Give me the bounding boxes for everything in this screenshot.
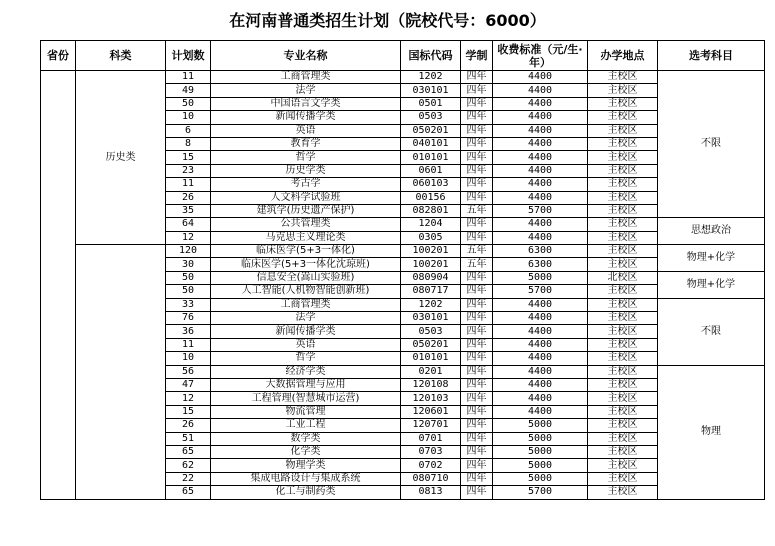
plan-count-cell: 47: [166, 378, 211, 391]
plan-count-cell: 50: [166, 271, 211, 284]
duration-cell: 四年: [461, 312, 493, 325]
plan-count-cell: 6: [166, 124, 211, 137]
plan-count-cell: 50: [166, 97, 211, 110]
plan-count-cell: 65: [166, 445, 211, 458]
major-code-cell: 120108: [401, 378, 461, 391]
major-code-cell: 050201: [401, 124, 461, 137]
duration-cell: 四年: [461, 445, 493, 458]
duration-cell: 四年: [461, 378, 493, 391]
major-name-cell: 工业工程: [211, 419, 401, 432]
major-name-cell: 物流管理: [211, 405, 401, 418]
fee-cell: 4400: [493, 352, 588, 365]
province-cell: [41, 71, 76, 500]
fee-cell: 4400: [493, 84, 588, 97]
major-code-cell: 0201: [401, 365, 461, 378]
plan-count-cell: 15: [166, 151, 211, 164]
fee-cell: 4400: [493, 231, 588, 244]
duration-cell: 四年: [461, 486, 493, 499]
fee-cell: 4400: [493, 325, 588, 338]
table-row: [41, 245, 765, 258]
major-code-cell: 1204: [401, 218, 461, 231]
fee-cell: 5700: [493, 204, 588, 217]
duration-cell: 五年: [461, 258, 493, 271]
header-subjects: 选考科目: [658, 41, 765, 71]
fee-cell: 4400: [493, 218, 588, 231]
fee-cell: 5000: [493, 271, 588, 284]
major-code-cell: 010101: [401, 151, 461, 164]
major-code-cell: 120601: [401, 405, 461, 418]
major-name-cell: 马克思主义理论类: [211, 231, 401, 244]
campus-cell: 主校区: [588, 378, 658, 391]
duration-cell: 四年: [461, 285, 493, 298]
campus-cell: 主校区: [588, 124, 658, 137]
plan-count-cell: 49: [166, 84, 211, 97]
header-duration: 学制: [461, 41, 493, 71]
major-name-cell: 人文科学试验班: [211, 191, 401, 204]
plan-count-cell: 56: [166, 365, 211, 378]
major-code-cell: 00156: [401, 191, 461, 204]
duration-cell: 四年: [461, 178, 493, 191]
campus-cell: 主校区: [588, 191, 658, 204]
plan-count-cell: 11: [166, 338, 211, 351]
duration-cell: 四年: [461, 111, 493, 124]
campus-cell: 主校区: [588, 459, 658, 472]
major-name-cell: 化工与制药类: [211, 486, 401, 499]
plan-count-cell: 26: [166, 191, 211, 204]
major-name-cell: 公共管理类: [211, 218, 401, 231]
major-name-cell: 新闻传播学类: [211, 325, 401, 338]
category-history-cell: 历史类: [76, 71, 166, 245]
duration-cell: 五年: [461, 245, 493, 258]
header-province: 省份: [41, 41, 76, 71]
campus-cell: 主校区: [588, 231, 658, 244]
campus-cell: 主校区: [588, 338, 658, 351]
duration-cell: 四年: [461, 432, 493, 445]
plan-count-cell: 50: [166, 285, 211, 298]
campus-cell: 主校区: [588, 218, 658, 231]
campus-cell: 主校区: [588, 204, 658, 217]
fee-cell: 5700: [493, 486, 588, 499]
major-code-cell: 080717: [401, 285, 461, 298]
fee-cell: 4400: [493, 137, 588, 150]
fee-cell: 4400: [493, 392, 588, 405]
major-name-cell: 历史学类: [211, 164, 401, 177]
major-name-cell: 化学类: [211, 445, 401, 458]
major-code-cell: 082801: [401, 204, 461, 217]
plan-count-cell: 35: [166, 204, 211, 217]
major-code-cell: 060103: [401, 178, 461, 191]
fee-cell: 4400: [493, 298, 588, 311]
major-name-cell: 集成电路设计与集成系统: [211, 472, 401, 485]
subject-requirement-cell: 思想政治: [658, 218, 765, 245]
plan-count-cell: 12: [166, 231, 211, 244]
major-name-cell: 临床医学(5+3一体化): [211, 245, 401, 258]
fee-cell: 4400: [493, 191, 588, 204]
header-major: 专业名称: [211, 41, 401, 71]
major-code-cell: 120103: [401, 392, 461, 405]
major-name-cell: 新闻传播学类: [211, 111, 401, 124]
enrollment-plan-table: [40, 40, 765, 500]
major-name-cell: 英语: [211, 124, 401, 137]
campus-cell: 主校区: [588, 312, 658, 325]
plan-count-cell: 76: [166, 312, 211, 325]
major-code-cell: 030101: [401, 312, 461, 325]
plan-count-cell: 11: [166, 71, 211, 84]
plan-count-cell: 12: [166, 392, 211, 405]
duration-cell: 四年: [461, 352, 493, 365]
duration-cell: 四年: [461, 338, 493, 351]
duration-cell: 四年: [461, 459, 493, 472]
plan-count-cell: 51: [166, 432, 211, 445]
major-name-cell: 经济学类: [211, 365, 401, 378]
duration-cell: 五年: [461, 204, 493, 217]
duration-cell: 四年: [461, 97, 493, 110]
fee-cell: 4400: [493, 378, 588, 391]
campus-cell: 主校区: [588, 405, 658, 418]
subject-requirement-cell: 物理+化学: [658, 271, 765, 298]
duration-cell: 四年: [461, 191, 493, 204]
plan-count-cell: 22: [166, 472, 211, 485]
plan-count-cell: 64: [166, 218, 211, 231]
campus-cell: 主校区: [588, 486, 658, 499]
campus-cell: 主校区: [588, 97, 658, 110]
campus-cell: 主校区: [588, 445, 658, 458]
campus-cell: 主校区: [588, 151, 658, 164]
fee-cell: 6300: [493, 245, 588, 258]
plan-count-cell: 10: [166, 352, 211, 365]
major-name-cell: 工程管理(智慧城市运营): [211, 392, 401, 405]
fee-cell: 4400: [493, 338, 588, 351]
plan-count-cell: 15: [166, 405, 211, 418]
campus-cell: 主校区: [588, 137, 658, 150]
campus-cell: 主校区: [588, 111, 658, 124]
major-code-cell: 030101: [401, 84, 461, 97]
major-name-cell: 人工智能(人机物智能创新班): [211, 285, 401, 298]
subject-requirement-cell: 物理: [658, 365, 765, 499]
duration-cell: 四年: [461, 137, 493, 150]
plan-count-cell: 120: [166, 245, 211, 258]
major-name-cell: 建筑学(历史遗产保护): [211, 204, 401, 217]
major-code-cell: 0701: [401, 432, 461, 445]
major-code-cell: 050201: [401, 338, 461, 351]
plan-count-cell: 65: [166, 486, 211, 499]
table-body: [41, 71, 765, 500]
campus-cell: 主校区: [588, 325, 658, 338]
fee-cell: 5700: [493, 285, 588, 298]
major-name-cell: 数学类: [211, 432, 401, 445]
major-name-cell: 英语: [211, 338, 401, 351]
fee-cell: 4400: [493, 111, 588, 124]
major-code-cell: 0503: [401, 325, 461, 338]
plan-count-cell: 36: [166, 325, 211, 338]
subject-requirement-cell: 不限: [658, 71, 765, 218]
fee-cell: 4400: [493, 178, 588, 191]
duration-cell: 四年: [461, 392, 493, 405]
plan-count-cell: 23: [166, 164, 211, 177]
header-code: 国标代码: [401, 41, 461, 71]
duration-cell: 四年: [461, 124, 493, 137]
major-code-cell: 0703: [401, 445, 461, 458]
plan-count-cell: 33: [166, 298, 211, 311]
major-name-cell: 中国语言文学类: [211, 97, 401, 110]
duration-cell: 四年: [461, 325, 493, 338]
major-name-cell: 法学: [211, 312, 401, 325]
duration-cell: 四年: [461, 164, 493, 177]
campus-cell: 主校区: [588, 164, 658, 177]
plan-count-cell: 10: [166, 111, 211, 124]
fee-cell: 4400: [493, 312, 588, 325]
campus-cell: 主校区: [588, 258, 658, 271]
table-row: [41, 71, 765, 84]
duration-cell: 四年: [461, 298, 493, 311]
duration-cell: 四年: [461, 472, 493, 485]
major-name-cell: 信息安全(嵩山实验班): [211, 271, 401, 284]
major-code-cell: 1202: [401, 298, 461, 311]
header-category: 科类: [76, 41, 166, 71]
subject-requirement-cell: 不限: [658, 298, 765, 365]
duration-cell: 四年: [461, 71, 493, 84]
fee-cell: 4400: [493, 124, 588, 137]
campus-cell: 主校区: [588, 178, 658, 191]
duration-cell: 四年: [461, 405, 493, 418]
header-row: [41, 41, 765, 71]
campus-cell: 主校区: [588, 365, 658, 378]
duration-cell: 四年: [461, 151, 493, 164]
duration-cell: 四年: [461, 231, 493, 244]
subject-requirement-cell: 物理+化学: [658, 245, 765, 272]
major-code-cell: 080904: [401, 271, 461, 284]
fee-cell: 5000: [493, 432, 588, 445]
major-name-cell: 哲学: [211, 151, 401, 164]
fee-cell: 5000: [493, 445, 588, 458]
fee-cell: 4400: [493, 164, 588, 177]
campus-cell: 北校区: [588, 271, 658, 284]
duration-cell: 四年: [461, 84, 493, 97]
fee-cell: 5000: [493, 459, 588, 472]
duration-cell: 四年: [461, 419, 493, 432]
campus-cell: 主校区: [588, 298, 658, 311]
major-name-cell: 考古学: [211, 178, 401, 191]
major-name-cell: 法学: [211, 84, 401, 97]
campus-cell: 主校区: [588, 352, 658, 365]
major-code-cell: 1202: [401, 71, 461, 84]
major-code-cell: 100201: [401, 245, 461, 258]
major-code-cell: 0305: [401, 231, 461, 244]
plan-count-cell: 26: [166, 419, 211, 432]
header-fee: 收费标准（元/生·年）: [493, 41, 588, 71]
major-code-cell: 0501: [401, 97, 461, 110]
major-code-cell: 0813: [401, 486, 461, 499]
major-name-cell: 临床医学(5+3一体化沈琼班): [211, 258, 401, 271]
fee-cell: 5000: [493, 472, 588, 485]
category-physics-cell: [76, 245, 166, 499]
major-code-cell: 040101: [401, 137, 461, 150]
major-name-cell: 教育学: [211, 137, 401, 150]
major-code-cell: 120701: [401, 419, 461, 432]
major-name-cell: 物理学类: [211, 459, 401, 472]
fee-cell: 5000: [493, 419, 588, 432]
campus-cell: 主校区: [588, 472, 658, 485]
major-code-cell: 0601: [401, 164, 461, 177]
campus-cell: 主校区: [588, 419, 658, 432]
plan-count-cell: 8: [166, 137, 211, 150]
campus-cell: 主校区: [588, 392, 658, 405]
duration-cell: 四年: [461, 365, 493, 378]
fee-cell: 4400: [493, 97, 588, 110]
fee-cell: 4400: [493, 405, 588, 418]
campus-cell: 主校区: [588, 285, 658, 298]
campus-cell: 主校区: [588, 432, 658, 445]
major-name-cell: 工商管理类: [211, 71, 401, 84]
plan-count-cell: 11: [166, 178, 211, 191]
major-name-cell: 哲学: [211, 352, 401, 365]
campus-cell: 主校区: [588, 84, 658, 97]
fee-cell: 6300: [493, 258, 588, 271]
major-name-cell: 大数据管理与应用: [211, 378, 401, 391]
page-title: 在河南普通类招生计划（院校代号：6000）: [229, 11, 546, 30]
major-name-cell: 工商管理类: [211, 298, 401, 311]
major-code-cell: 0702: [401, 459, 461, 472]
header-plan-count: 计划数: [166, 41, 211, 71]
plan-count-cell: 62: [166, 459, 211, 472]
fee-cell: 4400: [493, 365, 588, 378]
major-code-cell: 100201: [401, 258, 461, 271]
major-code-cell: 080710: [401, 472, 461, 485]
duration-cell: 四年: [461, 218, 493, 231]
plan-count-cell: 30: [166, 258, 211, 271]
duration-cell: 四年: [461, 271, 493, 284]
major-code-cell: 0503: [401, 111, 461, 124]
fee-cell: 4400: [493, 151, 588, 164]
campus-cell: 主校区: [588, 245, 658, 258]
header-campus: 办学地点: [588, 41, 658, 71]
major-code-cell: 010101: [401, 352, 461, 365]
fee-cell: 4400: [493, 71, 588, 84]
campus-cell: 主校区: [588, 71, 658, 84]
